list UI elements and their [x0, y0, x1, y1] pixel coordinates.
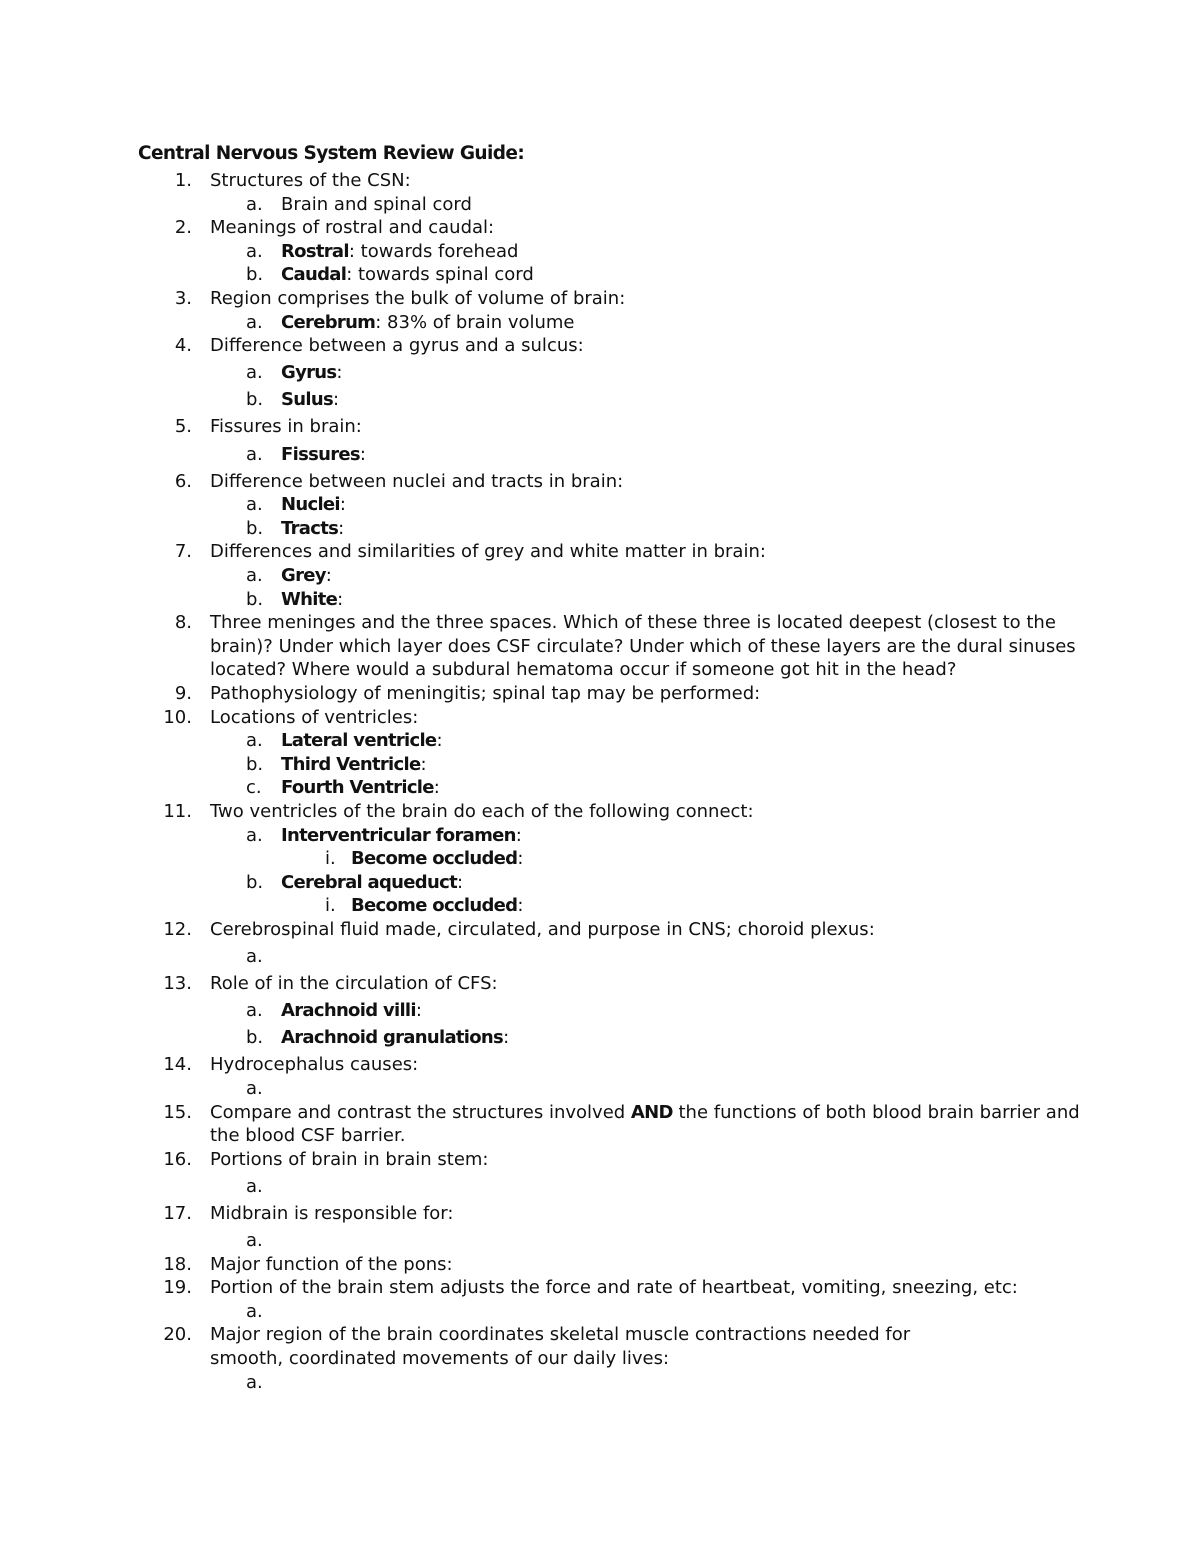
- answer-label: a.: [246, 565, 263, 586]
- answer-label: a.: [246, 362, 263, 384]
- answer-text: [281, 1229, 287, 1253]
- question-number: 9.: [174, 682, 192, 704]
- answer-text: [281, 1300, 287, 1324]
- answer-text: Cerebral aqueduct:: [281, 871, 464, 893]
- key-term: White: [281, 588, 338, 610]
- key-term: Become occluded: [351, 895, 518, 917]
- answer-text: Caudal: towards spinal cord: [281, 264, 534, 286]
- answer-item: [0, 1300, 1200, 1324]
- answer-item: [0, 753, 1200, 777]
- answer-item: [0, 1371, 1200, 1395]
- answer-text: [281, 945, 287, 969]
- question-number: 3.: [174, 287, 192, 309]
- question-text: Portion of the brain stem adjusts the force and rate of heartbeat, vomiting, sneezing, etc:: [210, 1277, 1018, 1299]
- key-term: Sulus: [281, 389, 333, 411]
- answer-item: [0, 517, 1200, 541]
- key-term: Become occluded: [351, 848, 518, 870]
- question-number: 4.: [174, 335, 192, 357]
- answer-label: c.: [246, 777, 262, 799]
- answer-text: Interventricular foramen:: [281, 824, 522, 846]
- question-continuation: [0, 635, 1200, 659]
- answer-item: [0, 311, 1200, 335]
- emphasis-text: AND: [630, 1101, 673, 1123]
- answer-text: Third Ventricle:: [281, 753, 427, 775]
- answer-item: [0, 588, 1200, 612]
- answer-item: [0, 193, 1200, 217]
- question-text: Role of in the circulation of CFS:: [210, 973, 498, 995]
- question-item: [0, 1253, 1200, 1277]
- question-item: [0, 287, 1200, 311]
- answer-item: [0, 871, 1200, 895]
- answer-text: Lateral ventricle:: [281, 730, 443, 752]
- key-term: Gyrus: [281, 362, 337, 384]
- answer-label: a.: [246, 946, 263, 967]
- key-term: Nuclei: [281, 494, 340, 516]
- question-text: smooth, coordinated movements of our daily lives:: [210, 1348, 670, 1369]
- answer-label: a.: [246, 240, 263, 262]
- answer-label: b.: [246, 389, 264, 411]
- answer-item: [0, 1229, 1200, 1253]
- answer-label: a.: [246, 193, 263, 215]
- key-term: Cerebral aqueduct: [281, 871, 457, 893]
- answer-text: Sulus:: [281, 389, 340, 411]
- answer-sublabel: i.: [325, 848, 336, 870]
- answer-text: Become occluded:: [351, 848, 524, 870]
- question-text: Three meninges and the three spaces. Which of these three is located deepest (closest to the: [210, 612, 1056, 634]
- question-continuation: [0, 658, 1200, 682]
- question-item: [0, 1323, 1200, 1347]
- answer-item: [0, 443, 1200, 467]
- question-text: Structures of the CSN:: [210, 170, 411, 191]
- answer-text: [281, 1175, 287, 1199]
- question-number: 5.: [174, 416, 192, 438]
- question-number: 1.: [174, 170, 192, 191]
- question-item: [0, 1276, 1200, 1300]
- key-term: Cerebrum: [281, 311, 376, 333]
- answer-label: a.: [246, 1230, 263, 1252]
- question-text: Major function of the pons:: [210, 1253, 453, 1275]
- question-item: [0, 682, 1200, 706]
- answer-item: [0, 1175, 1200, 1199]
- question-number: 14.: [163, 1054, 192, 1076]
- question-continuation: [0, 1347, 1200, 1371]
- answer-label: a.: [246, 1175, 263, 1197]
- question-item: [0, 972, 1200, 996]
- answer-item: [0, 945, 1200, 969]
- question-number: 17.: [163, 1202, 192, 1224]
- question-item: [0, 706, 1200, 730]
- key-term: Interventricular foramen: [281, 824, 516, 846]
- question-number: 16.: [163, 1148, 192, 1170]
- answer-label: b.: [246, 517, 264, 539]
- answer-label: a.: [246, 1077, 263, 1099]
- question-text: Pathophysiology of meningitis; spinal tap may be performed:: [210, 682, 761, 704]
- question-item: [0, 334, 1200, 358]
- question-item: [0, 415, 1200, 439]
- answer-text: [281, 1077, 287, 1101]
- question-item: [0, 470, 1200, 494]
- answer-item: [0, 824, 1200, 848]
- question-text: Midbrain is responsible for:: [210, 1202, 454, 1224]
- answer-subitem: [0, 894, 1200, 918]
- answer-text: Cerebrum: 83% of brain volume: [281, 311, 575, 333]
- key-term: Third Ventricle: [281, 753, 421, 775]
- question-number: 10.: [163, 706, 192, 728]
- answer-text: Arachnoid villi:: [281, 1000, 422, 1022]
- key-term: Fissures: [281, 443, 360, 465]
- question-item: [0, 1101, 1200, 1125]
- question-item: [0, 1202, 1200, 1226]
- answer-item: [0, 240, 1200, 264]
- key-term: Fourth Ventricle: [281, 777, 434, 799]
- question-number: 20.: [163, 1324, 192, 1346]
- question-item: [0, 169, 1200, 193]
- question-list: [0, 169, 1200, 1394]
- key-term: Rostral: [281, 240, 349, 262]
- key-term: Grey: [281, 565, 326, 586]
- answer-label: a.: [246, 824, 263, 846]
- question-item: [0, 540, 1200, 564]
- question-text: located? Where would a subdural hematoma occur if someone got hit in the head?: [210, 659, 957, 681]
- question-text: brain)? Under which layer does CSF circulate? Under which of these layers are the dural sinuses: [210, 635, 1076, 657]
- question-number: 7.: [174, 541, 192, 563]
- question-text: Difference between a gyrus and a sulcus:: [210, 335, 584, 357]
- answer-item: [0, 493, 1200, 517]
- answer-label: b.: [246, 588, 264, 610]
- question-text: Two ventricles of the brain do each of the following connect:: [210, 800, 754, 822]
- answer-text: Arachnoid granulations:: [281, 1027, 510, 1049]
- question-number: 18.: [163, 1253, 192, 1275]
- question-number: 11.: [163, 800, 192, 822]
- question-text: Region comprises the bulk of volume of brain:: [210, 287, 626, 309]
- answer-text: Fissures:: [281, 443, 366, 465]
- question-number: 12.: [163, 918, 192, 940]
- answer-label: b.: [246, 1027, 264, 1049]
- answer-item: [0, 361, 1200, 385]
- question-text: Fissures in brain:: [210, 416, 362, 438]
- question-number: 6.: [174, 470, 192, 492]
- key-term: Arachnoid villi: [281, 1000, 416, 1022]
- answer-label: a.: [246, 1371, 263, 1393]
- answer-item: [0, 776, 1200, 800]
- answer-text: Gyrus:: [281, 362, 343, 384]
- answer-text: Rostral: towards forehead: [281, 240, 519, 262]
- question-item: [0, 1148, 1200, 1172]
- question-number: 2.: [174, 217, 192, 239]
- answer-text: Tracts:: [281, 517, 345, 539]
- answer-label: a.: [246, 311, 263, 333]
- question-item: [0, 216, 1200, 240]
- question-text: Differences and similarities of grey and white matter in brain:: [210, 541, 766, 563]
- answer-subitem: [0, 847, 1200, 871]
- answer-sublabel: i.: [325, 895, 336, 917]
- answer-label: a.: [246, 1000, 263, 1022]
- answer-item: [0, 388, 1200, 412]
- answer-item: [0, 263, 1200, 287]
- question-number: 8.: [174, 612, 192, 634]
- answer-label: a.: [246, 443, 263, 465]
- answer-item: [0, 999, 1200, 1023]
- question-text: Hydrocephalus causes:: [210, 1054, 419, 1076]
- answer-text: Nuclei:: [281, 494, 346, 516]
- answer-label: a.: [246, 494, 263, 516]
- answer-label: b.: [246, 753, 264, 775]
- answer-text: Become occluded:: [351, 895, 524, 917]
- answer-item: [0, 729, 1200, 753]
- question-continuation: [0, 1124, 1200, 1148]
- answer-text: [281, 1371, 287, 1395]
- question-item: [0, 611, 1200, 635]
- answer-item: [0, 1026, 1200, 1050]
- question-number: 13.: [163, 973, 192, 995]
- answer-item: [0, 1077, 1200, 1101]
- answer-text: White:: [281, 588, 344, 610]
- answer-text: Grey:: [281, 565, 332, 586]
- question-text: Cerebrospinal fluid made, circulated, and purpose in CNS; choroid plexus:: [210, 918, 875, 940]
- question-item: [0, 800, 1200, 824]
- answer-text: Fourth Ventricle:: [281, 777, 440, 799]
- document-title: Central Nervous System Review Guide:: [138, 143, 525, 164]
- answer-label: b.: [246, 871, 264, 893]
- question-text: Compare and contrast the structures involved AND the functions of both blood brain barrier and: [210, 1101, 1080, 1123]
- question-text: Difference between nuclei and tracts in brain:: [210, 470, 624, 492]
- question-text: the blood CSF barrier.: [210, 1125, 406, 1147]
- answer-label: a.: [246, 1300, 263, 1322]
- question-number: 15.: [163, 1101, 192, 1123]
- answer-label: a.: [246, 730, 263, 752]
- key-term: Caudal: [281, 264, 347, 286]
- question-number: 19.: [163, 1277, 192, 1299]
- key-term: Tracts: [281, 517, 339, 539]
- answer-item: [0, 564, 1200, 588]
- answer-text: Brain and spinal cord: [281, 193, 472, 215]
- answer-label: b.: [246, 264, 264, 286]
- question-text: Portions of brain in brain stem:: [210, 1148, 489, 1170]
- question-text: Meanings of rostral and caudal:: [210, 217, 495, 239]
- question-text: Locations of ventricles:: [210, 706, 419, 728]
- question-text: Major region of the brain coordinates skeletal muscle contractions needed for: [210, 1324, 911, 1346]
- key-term: Lateral ventricle: [281, 730, 437, 752]
- question-item: [0, 918, 1200, 942]
- question-item: [0, 1053, 1200, 1077]
- key-term: Arachnoid granulations: [281, 1027, 504, 1049]
